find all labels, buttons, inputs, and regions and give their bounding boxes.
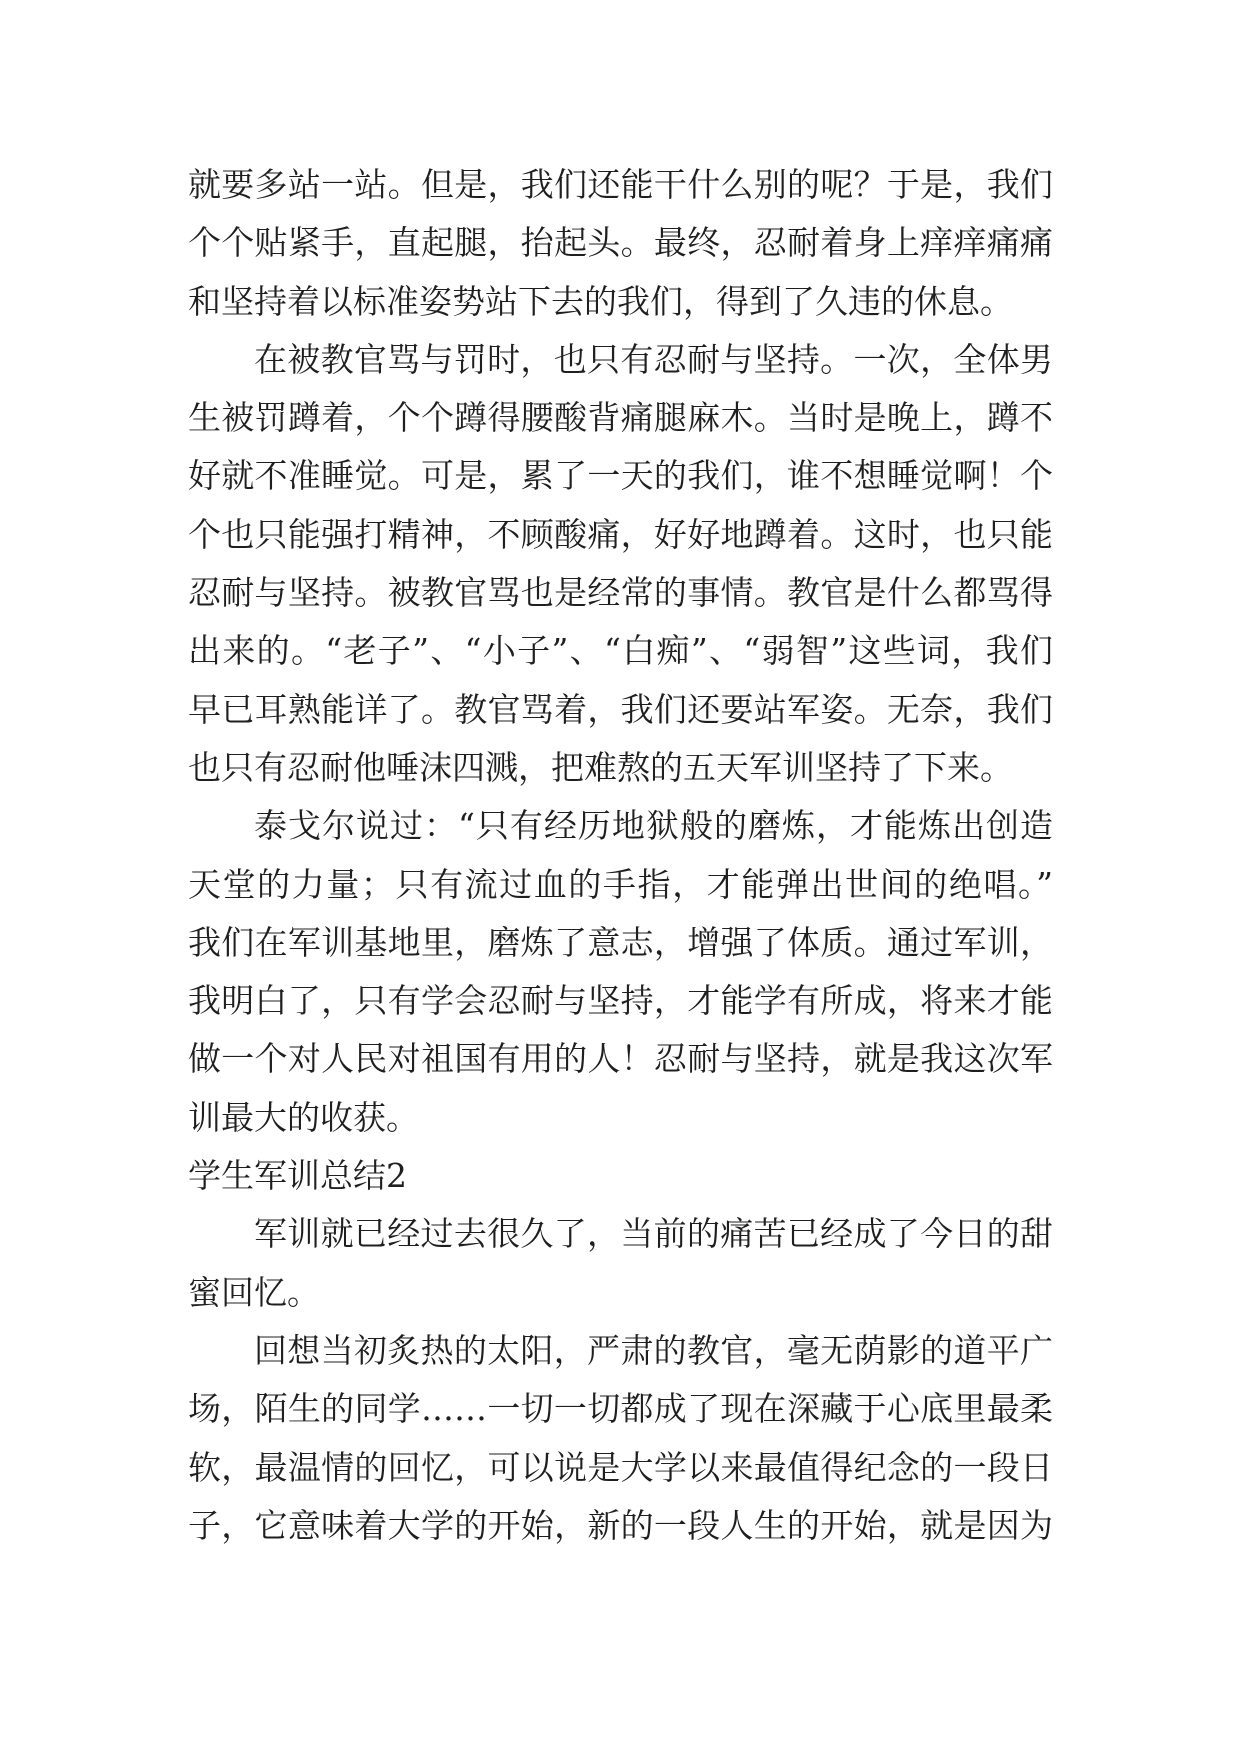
text-line: 生被罚蹲着，个个蹲得腰酸背痛腿麻木。当时是晚上，蹲不 [188, 398, 1053, 438]
text-line: 出来的。“老子”、“小子”、“白痴”、“弱智”这些词，我们 [188, 631, 1053, 671]
text-line: 个也只能强打精神，不顾酸痛，好好地蹲着。这时，也只能 [188, 514, 1053, 554]
text-line: 军训就已经过去很久了，当前的痛苦已经成了今日的甜 [254, 1214, 1053, 1254]
text-line: 做一个对人民对祖国有用的人！忍耐与坚持，就是我这次军 [188, 1039, 1053, 1079]
body-text [188, 156, 1053, 1555]
text-line: 也只有忍耐他唾沫四溅，把难熬的五天军训坚持了下来。 [188, 747, 1013, 787]
text-line: 软，最温情的回忆，可以说是大学以来最值得纪念的一段日 [188, 1447, 1053, 1487]
text-line: 好就不准睡觉。可是，累了一天的我们，谁不想睡觉啊！个 [188, 456, 1053, 496]
text-line: 泰戈尔说过：“只有经历地狱般的磨炼，才能炼出创造 [254, 806, 1053, 846]
text-line: 回想当初炙热的太阳，严肃的教官，毫无荫影的道平广 [254, 1330, 1053, 1370]
text-line: 我们在军训基地里，磨炼了意志，增强了体质。通过军训， [188, 922, 1053, 962]
paragraph [188, 797, 1053, 1147]
section-heading: 学生军训总结2 [188, 1156, 407, 1196]
text-line: 训最大的收获。 [188, 1097, 419, 1137]
paragraph-continued [188, 156, 1053, 331]
text-line: 我明白了，只有学会忍耐与坚持，才能学有所成，将来才能 [188, 981, 1053, 1021]
text-line: 子，它意味着大学的开始，新的一段人生的开始，就是因为 [188, 1505, 1053, 1545]
paragraph [188, 331, 1053, 797]
text-line: 早已耳熟能详了。教官骂着，我们还要站军姿。无奈，我们 [188, 689, 1053, 729]
text-line: 蜜回忆。 [188, 1272, 320, 1312]
text-line: 忍耐与坚持。被教官骂也是经常的事情。教官是什么都骂得 [188, 573, 1053, 613]
paragraph [188, 1322, 1053, 1555]
text-line: 在被教官骂与罚时，也只有忍耐与坚持。一次，全体男 [254, 339, 1053, 379]
text-line: 个个贴紧手，直起腿，抬起头。最终，忍耐着身上痒痒痛痛 [188, 223, 1053, 263]
text-line: 就要多站一站。但是，我们还能干什么别的呢？于是，我们 [188, 165, 1053, 204]
text-line: 和坚持着以标准姿势站下去的我们，得到了久违的休息。 [188, 281, 1013, 321]
paragraph [188, 1205, 1053, 1322]
text-line: 场，陌生的同学……一切一切都成了现在深藏于心底里最柔 [188, 1389, 1053, 1429]
text-line: 天堂的力量；只有流过血的手指，才能弹出世间的绝唱。” [188, 864, 1053, 904]
